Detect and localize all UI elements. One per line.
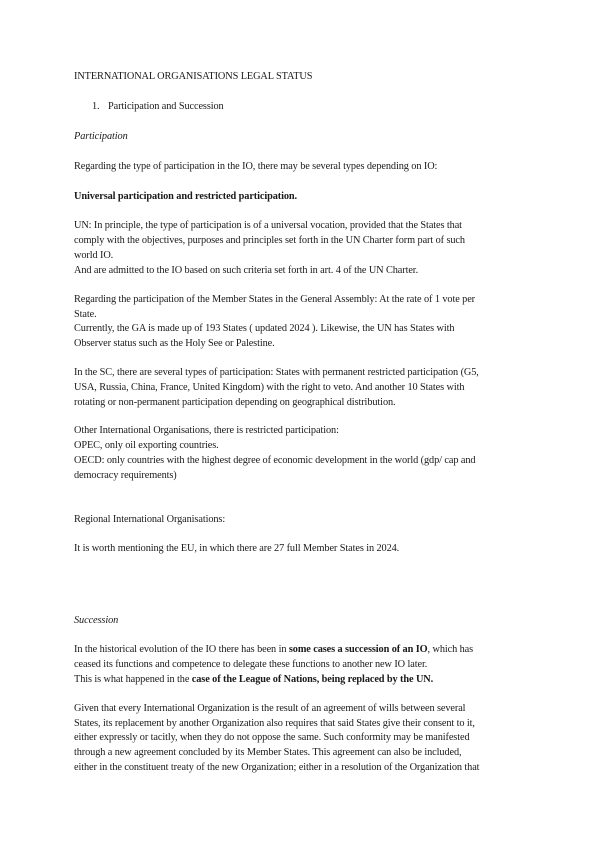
other-io-line: OPEC, only oil exporting countries. [74,440,219,451]
sc-line: In the SC, there are several types of participation: States with permanent restricted participation (G5, [74,367,479,378]
sc-line: rotating or non-permanent participation depending on geographical distribution. [74,397,396,408]
ga-line: Regarding the participation of the Member States in the General Assembly: At the rate of 1 vote per [74,294,476,305]
intro-paragraph: Regarding the type of participation in the IO, there may be several types depending on IO: [74,161,438,172]
historical-text: , which has [427,644,474,655]
participation-heading: Participation [74,131,128,142]
historical-line: ceased its functions and competence to delegate these functions to another new IO later. [74,659,428,670]
un-line: comply with the objectives, purposes and principles set forth in the UN Charter form part of such [74,235,465,246]
section-number: 1. [92,101,100,112]
un-line: world IO. [74,250,114,261]
given-line: either expressly or tacitly, when they do not oppose the same. Such conformity may be manifested [74,732,470,743]
historical-bold: case of the League of Nations, being replaced by the UN. [191,674,434,685]
regional-heading: Regional International Organisations: [74,514,226,525]
historical-line [74,673,433,687]
other-io-line: democracy requirements) [74,470,177,481]
succession-heading: Succession [74,615,119,626]
other-io-line: OECD: only countries with the highest degree of economic development in the world (gdp/ cap and [74,455,476,466]
ga-line: Observer status such as the Holy See or Palestine. [74,338,275,349]
given-line: through a new agreement concluded by its Member States. This agreement can also be included, [74,747,462,758]
historical-bold: some cases a succession of an IO [288,644,428,655]
ga-line: Currently, the GA is made up of 193 States ( updated 2024 ). Likewise, the UN has States with [74,323,455,334]
given-line: Given that every International Organization is the result of an agreement of wills between several [74,703,466,714]
eu-paragraph: It is worth mentioning the EU, in which there are 27 full Member States in 2024. [74,543,400,554]
ga-line: State. [74,309,97,320]
un-line: And are admitted to the IO based on such criteria set forth in art. 4 of the UN Charter. [74,265,419,276]
un-line: UN: In principle, the type of participation is of a universal vocation, provided that the States that [74,220,462,231]
given-line: either in the constituent treaty of the new Organization; either in a resolution of the Organization that [74,762,480,773]
section-title: Participation and Succession [108,101,224,112]
sc-line: USA, Russia, China, France, United Kingdom) with the right to veto. And another 10 States with [74,382,465,393]
other-io-line: Other International Organisations, there is restricted participation: [74,425,339,436]
historical-text: In the historical evolution of the IO there has been in [74,644,289,655]
historical-text: This is what happened in the [74,674,192,685]
historical-line [74,643,473,657]
document-title: INTERNATIONAL ORGANISATIONS LEGAL STATUS [74,71,313,82]
given-line: States, its replacement by another Organization also requires that said States give their consent to it, [74,718,475,729]
bold-subheading: Universal participation and restricted participation. [74,191,298,202]
